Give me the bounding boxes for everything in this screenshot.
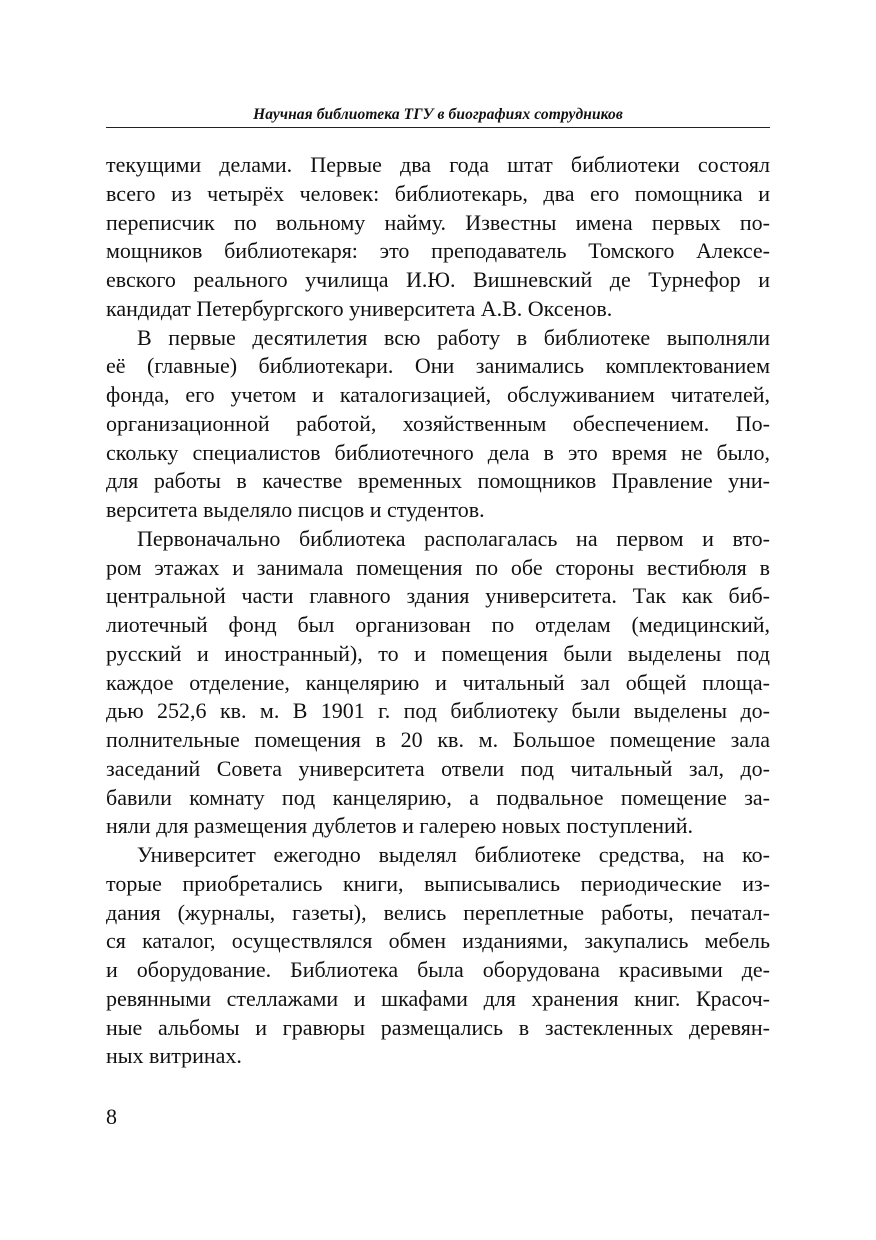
text-line: русский и иностранный), то и помещения были выделены под	[106, 640, 770, 666]
text-line: ные альбомы и гравюры размещались в застекленных деревян-	[106, 1014, 770, 1040]
text-line: няли для размещения дублетов и галерею новых поступлений.	[106, 813, 694, 839]
text-line: ных витринах.	[106, 1043, 242, 1069]
text-line: Университет ежегодно выделял библиотеке средства, на ко-	[137, 842, 770, 867]
text-line: дью 252,6 кв. м. В 1901 г. под библиотеку были выделены до-	[106, 698, 770, 724]
text-line: ревянными стеллажами и шкафами для хранения книг. Красоч-	[106, 985, 770, 1011]
text-line: евского реального училища И.Ю. Вишневский де Турнефор и	[106, 267, 770, 292]
text-line: переписчик по вольному найму. Известны имена первых по-	[106, 209, 770, 235]
text-line: организационной работой, хозяйственным обеспечением. По-	[106, 410, 770, 436]
text-line: текущими делами. Первые два года штат библиотеки состоял	[106, 152, 770, 177]
text-line: лиотечный фонд был организован по отделам (медицинский,	[106, 612, 770, 637]
text-line: мощников библиотекаря: это преподаватель Томского Алексе-	[106, 238, 770, 264]
text-line: верситета выделяло писцов и студентов.	[106, 497, 485, 522]
text-line: Первоначально библиотека располагалась на первом и вто-	[137, 525, 770, 551]
running-header: Научная библиотека ТГУ в биографиях сотрудников	[253, 106, 623, 123]
text-line: кандидат Петербургского университета А.В. Оксенов.	[106, 295, 613, 321]
paragraph-4	[106, 841, 770, 1071]
text-line: ром этажах и занимала помещения по обе стороны вестибюля в	[106, 554, 770, 580]
paragraph-2	[106, 324, 770, 525]
page-number: 8	[106, 1104, 117, 1129]
paragraph-3	[106, 525, 770, 841]
text-line: В первые десятилетия всю работу в библиотеке выполняли	[137, 324, 770, 350]
text-line: скольку специалистов библиотечного дела в это время не было,	[106, 439, 770, 465]
text-line: каждое отделение, канцелярию и читальный зал общей площа-	[106, 669, 770, 695]
text-line: бавили комнату под канцелярию, а подвальное помещение за-	[106, 784, 770, 810]
text-line: фонда, его учетом и каталогизацией, обслуживанием читателей,	[106, 382, 770, 407]
text-line: торые приобретались книги, выписывались периодические из-	[106, 870, 770, 896]
body-text	[106, 151, 770, 1071]
text-line: всего из четырёх человек: библиотекарь, два его помощника и	[106, 180, 770, 206]
paragraph-1	[106, 151, 770, 324]
header-divider	[106, 127, 770, 128]
text-line: заседаний Совета университета отвели под читальный зал, до-	[106, 755, 770, 781]
text-line: центральной части главного здания университета. Так как биб-	[106, 583, 770, 609]
text-line: ся каталог, осуществлялся обмен изданиями, закупались мебель	[106, 928, 770, 954]
text-line: для работы в качестве временных помощников Правление уни-	[106, 468, 770, 494]
text-line: полнительные помещения в 20 кв. м. Большое помещение зала	[106, 727, 770, 752]
text-line: её (главные) библиотекари. Они занимались комплектованием	[106, 353, 770, 379]
text-line: и оборудование. Библиотека была оборудована красивыми де-	[106, 957, 770, 982]
text-line: дания (журналы, газеты), велись переплетные работы, печатал-	[106, 899, 770, 925]
